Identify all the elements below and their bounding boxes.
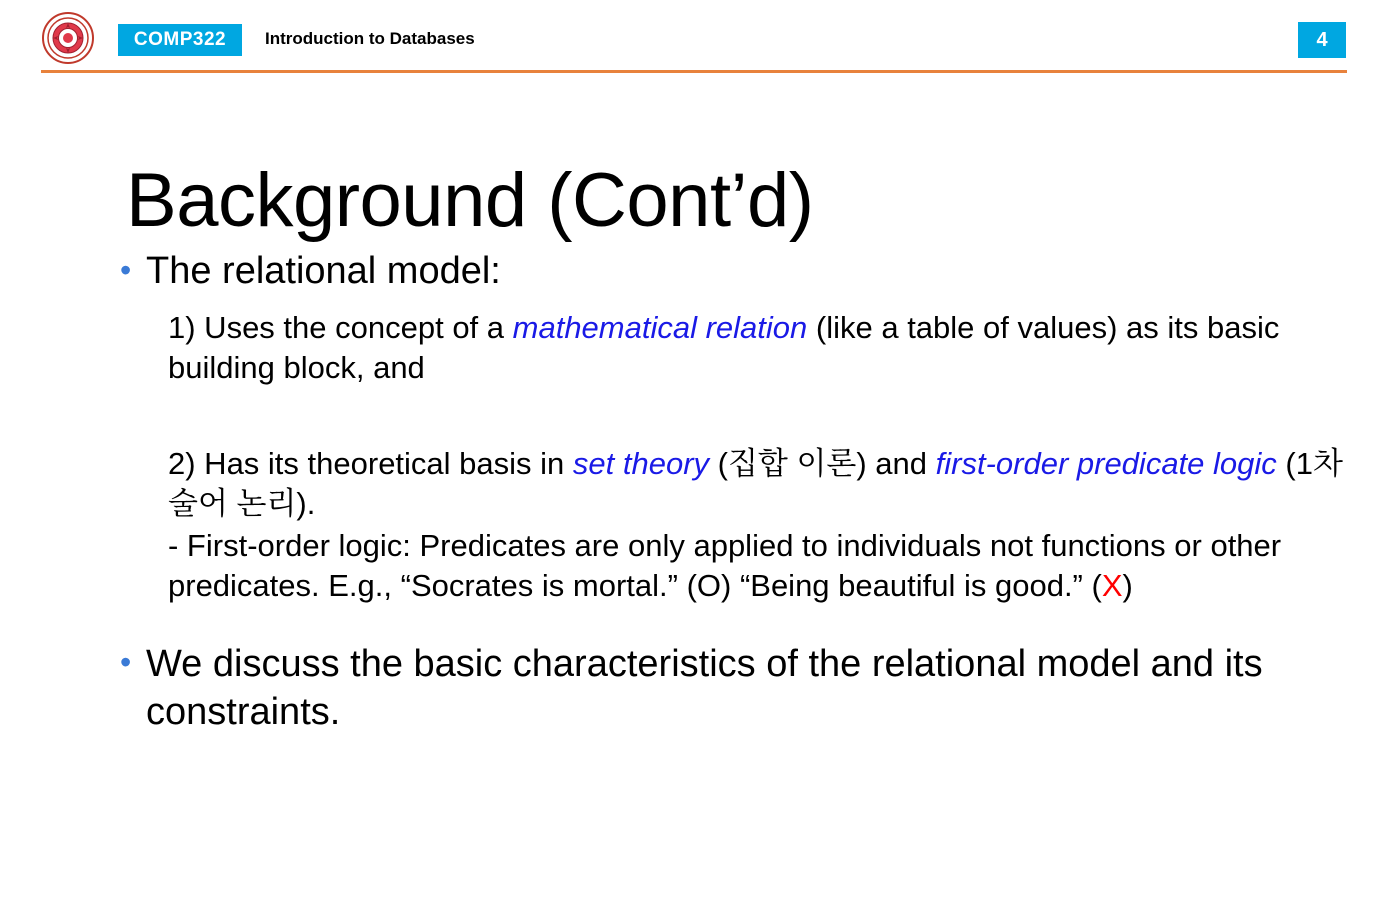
sub-item-1-emphasis: mathematical relation [512, 310, 808, 345]
paragraph-spacer [120, 388, 1350, 430]
sub-item-1 [168, 308, 1350, 388]
bullet-item-label: We discuss the basic characteristics of the relational model and its constraints. [146, 643, 1263, 733]
sub-item-2-pre: 2) Has its theoretical basis in [168, 446, 573, 481]
sub-item-2 [168, 444, 1350, 524]
page-number-label: 4 [1316, 28, 1328, 51]
header-divider [41, 70, 1347, 73]
bullet-item-label: The relational model: [146, 250, 501, 292]
university-seal-logo [42, 12, 94, 64]
slide-content [120, 248, 1350, 736]
course-title: Introduction to Databases [265, 29, 475, 48]
sub-item-2-note [168, 526, 1350, 606]
bullet-item-discussion [120, 640, 1350, 736]
sub-item-2-note-post: ) [1122, 568, 1133, 603]
bullet-dot-icon: • [120, 252, 132, 288]
sub-item-1-post: (like a table of values) as its basic building block, and [168, 310, 1280, 385]
slide-title: Background (Cont’d) [126, 157, 814, 243]
sub-item-2-mid: (집합 이론) and [709, 446, 936, 481]
sub-item-2-note-pre: - First-order logic: Predicates are only applied to individuals not functions or other predicates. E.g., “Socrates is mortal.” (O) “Being beautiful is good.” ( [168, 528, 1282, 603]
sub-item-2-post: (1차 술어 논리). [168, 446, 1343, 521]
sub-item-2-note-mark: X [1101, 568, 1123, 603]
bullet-dot-icon: • [120, 644, 132, 680]
course-code-label: COMP322 [133, 29, 227, 50]
slide-header [0, 0, 1388, 72]
sub-item-1-pre: 1) Uses the concept of a [168, 310, 513, 345]
page-number-badge [1298, 22, 1346, 58]
sub-item-2-emphasis-set-theory: set theory [572, 446, 710, 481]
course-code-badge [118, 24, 242, 56]
sub-item-2-emphasis-predicate-logic: first-order predicate logic [935, 446, 1277, 481]
bullet-item-relational-model [120, 248, 1350, 294]
